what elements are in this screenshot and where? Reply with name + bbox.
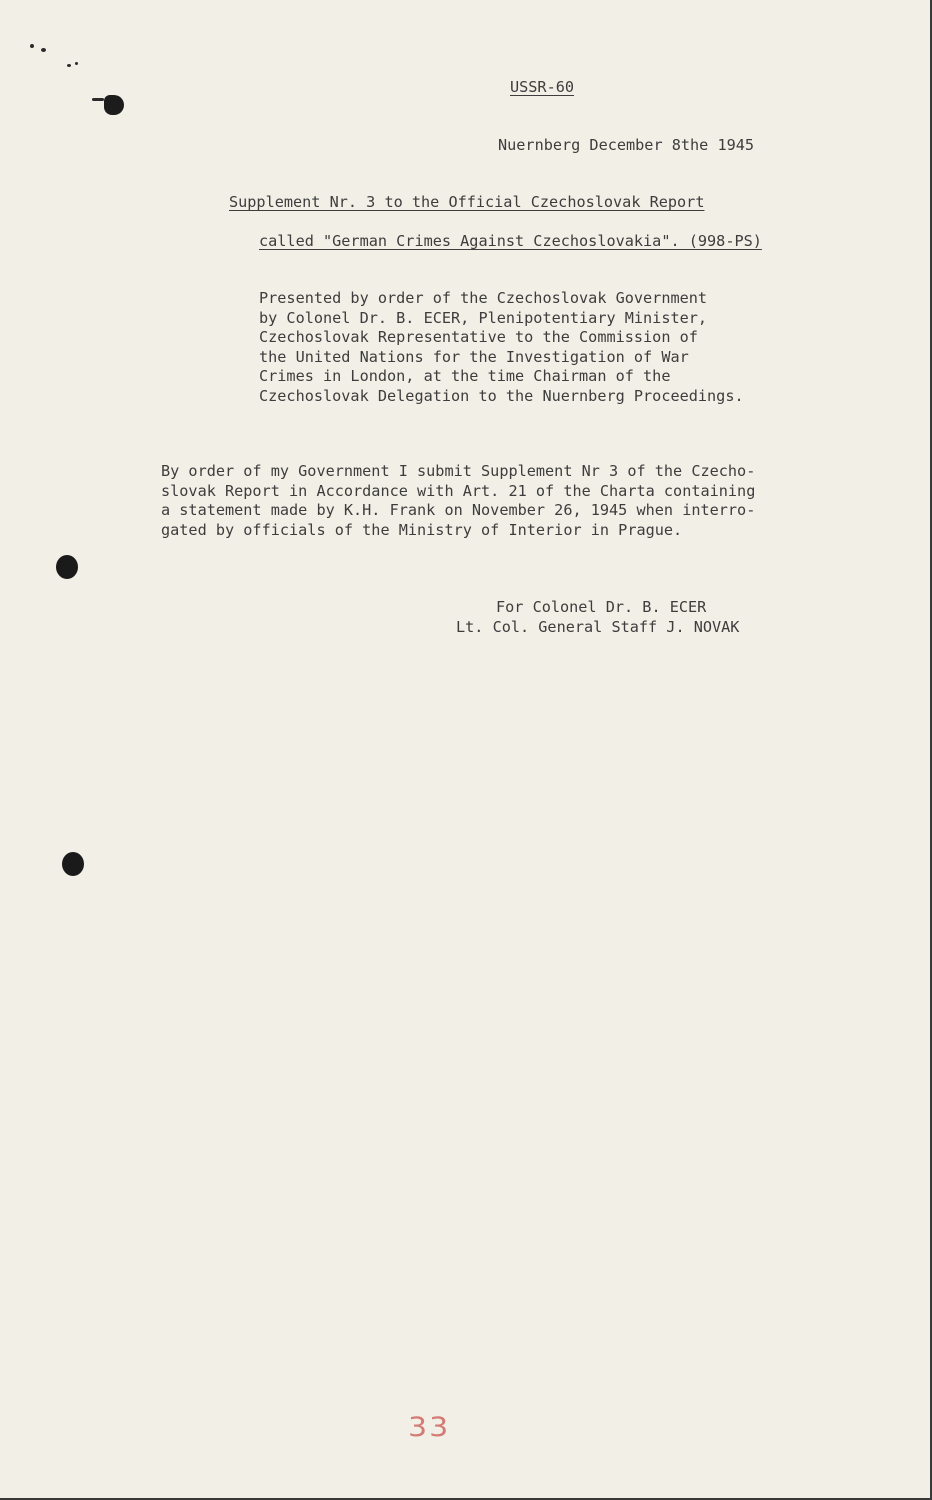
page-number: 33 bbox=[408, 1411, 451, 1444]
body-line: By order of my Government I submit Supplement Nr 3 of the Czecho- bbox=[161, 462, 756, 480]
presented-by-line: Presented by order of the Czechoslovak Government bbox=[259, 289, 708, 307]
ink-speck bbox=[30, 44, 34, 48]
punch-hole-bottom bbox=[62, 852, 84, 876]
presented-by-line: Czechoslovak Delegation to the Nuernberg Proceedings. bbox=[259, 386, 744, 405]
exhibit-id: USSR-60 bbox=[510, 78, 575, 96]
body-line: a statement made by K.H. Frank on November 26, 1945 when interro- bbox=[161, 501, 756, 519]
body-line: gated by officials of the Ministry of Interior in Prague. bbox=[161, 520, 683, 539]
body-line: slovak Report in Accordance with Art. 21 of the Charta containing bbox=[161, 481, 756, 500]
document-title-line-1: Supplement Nr. 3 to the Official Czechoslovak Report bbox=[229, 193, 705, 211]
signature-line: For Colonel Dr. B. ECER bbox=[496, 598, 707, 616]
ink-speck bbox=[92, 98, 104, 101]
ink-speck bbox=[75, 62, 78, 65]
ink-speck bbox=[41, 48, 46, 52]
signature-line: Lt. Col. General Staff J. NOVAK bbox=[456, 617, 740, 636]
document-title-line-2: called "German Crimes Against Czechoslovakia". (998-PS) bbox=[259, 232, 762, 250]
presented-by-line: the United Nations for the Investigation of War bbox=[259, 347, 689, 366]
ink-speck bbox=[67, 64, 71, 67]
presented-by-line: Czechoslovak Representative to the Commission of bbox=[259, 328, 698, 346]
place-date: Nuernberg December 8the 1945 bbox=[498, 136, 755, 154]
presented-by-line: by Colonel Dr. B. ECER, Plenipotentiary Minister, bbox=[259, 308, 708, 327]
presented-by-line: Crimes in London, at the time Chairman of the bbox=[259, 367, 671, 385]
punch-hole-top bbox=[56, 555, 78, 579]
ink-speck bbox=[104, 95, 124, 115]
